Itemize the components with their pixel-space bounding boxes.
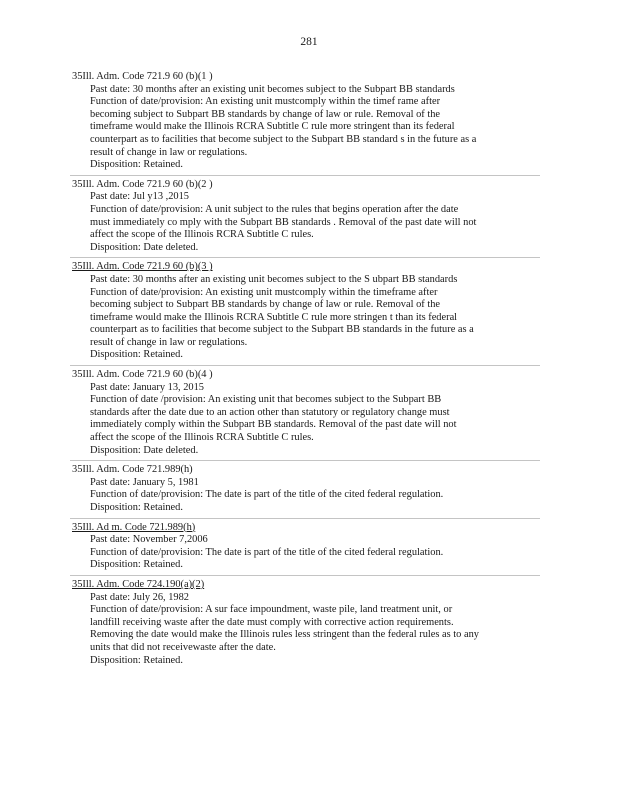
entry-body [72,382,547,458]
entry-text-line: Removing the date would make the Illinois rules less stringent than the federal rules as to any [90,629,479,641]
entry-text-line: Disposition: Retained. [90,349,183,361]
entry-divider [70,257,540,258]
entry-text-line: timeframe would make the Illinois RCRA Subtitle C rule more stringen t than its federal [90,311,458,323]
entry-text-line: Function of date/provision: The date is part of the title of the cited federal regulation. [90,489,444,501]
entry-text-line: Function of date/provision: An existing unit mustcomply within the timef rame after [90,96,441,108]
entry-citation: 35Ill. Adm. Code 721.9 60 (b)(3 ) [72,261,213,273]
entry-text-line: counterpart as to facilities that become subject to the Subpart BB standards in the future as a [90,324,474,336]
entry-body [72,477,547,515]
entry-text-line: Past date: January 5, 1981 [90,476,199,488]
entry-text-line: Disposition: Retained. [90,559,183,571]
entry-citation: 35Ill. Adm. Code 721.9 60 (b)(4 ) [72,369,213,381]
entry-divider [70,365,540,366]
entry-citation: 35Ill. Adm. Code 724.190(a)(2) [72,578,205,590]
page-number: 281 [300,36,318,48]
entry-text-line: Disposition: Date deleted. [90,241,199,253]
entry-text-line: Disposition: Date deleted. [90,444,199,456]
regulation-entry [72,579,547,667]
regulation-entry [72,522,547,572]
entry-text-line: result of change in law or regulations. [90,146,248,158]
entry-text-line: becoming subject to Subpart BB standards by change of law or rule. Removal of the [90,108,441,120]
entry-text-line: Disposition: Retained. [90,159,183,171]
entry-citation: 35Ill. Adm. Code 721.989(h) [72,464,193,476]
entry-text-line: affect the scope of the Illinois RCRA Subtitle C rules. [90,432,314,444]
entry-text-line: Past date: 30 months after an existing unit becomes subject to the Subpart BB standards [90,83,455,95]
regulation-entry [72,261,547,362]
entry-text-line: Function of date /provision: An existing unit that becomes subject to the Subpart BB [90,394,442,406]
regulation-entry [72,71,547,172]
entry-body [72,534,547,572]
entry-text-line: timeframe would make the Illinois RCRA Subtitle C rule more stringent than its federal [90,121,455,133]
entry-text-line: Disposition: Retained. [90,654,183,666]
entry-text-line: counterpart as to facilities that become subject to the Subpart BB standard s in the future as a [90,133,477,145]
entry-citation: 35Ill. Adm. Code 721.9 60 (b)(1 ) [72,71,213,82]
entry-body [72,191,547,254]
entry-divider [70,575,540,576]
regulation-entry [72,369,547,457]
entry-text-line: Past date: 30 months after an existing unit becomes subject to the S ubpart BB standards [90,273,458,285]
entry-body [72,592,547,668]
entry-divider [70,175,540,176]
regulation-entry [72,464,547,514]
entry-text-line: Past date: November 7,2006 [90,534,208,546]
regulation-entry [72,179,547,255]
entry-body [72,274,547,362]
entry-text-line: must immediately co mply with the Subpart BB standards . Removal of the past date will not [90,216,477,228]
entry-body [72,84,547,172]
entry-text-line: Function of date/provision: An existing unit mustcomply within the timeframe after [90,286,438,298]
entry-text-line: landfill receiving waste after the date must comply with corrective action requirements. [90,616,454,628]
entry-text-line: Past date: Jul y13 ,2015 [90,191,189,203]
entry-citation: 35Ill. Ad m. Code 721.989(h) [72,521,196,533]
entry-text-line: standards after the date due to an action other than statutory or regulatory change must [90,406,450,418]
entry-text-line: affect the scope of the Illinois RCRA Subtitle C rules. [90,229,314,241]
entry-text-line: Function of date/provision: The date is part of the title of the cited federal regulation. [90,546,444,558]
entry-text-line: Past date: July 26, 1982 [90,591,189,603]
entry-text-line: result of change in law or regulations. [90,336,248,348]
entry-text-line: Function of date/provision: A unit subject to the rules that begins operation after the date [90,203,459,215]
entry-text-line: Function of date/provision: A sur face impoundment, waste pile, land treatment unit, or [90,604,453,616]
entry-citation: 35Ill. Adm. Code 721.9 60 (b)(2 ) [72,178,213,190]
entry-text-line: Disposition: Retained. [90,502,183,513]
regulation-entries [72,71,547,674]
entry-divider [70,518,540,519]
entry-text-line: units that did not receivewaste after the date. [90,641,276,653]
entry-text-line: becoming subject to Subpart BB standards by change of law or rule. Removal of the [90,299,441,311]
entry-text-line: immediately comply within the Subpart BB standards. Removal of the past date will not [90,419,457,431]
entry-divider [70,460,540,461]
entry-text-line: Past date: January 13, 2015 [90,381,204,393]
